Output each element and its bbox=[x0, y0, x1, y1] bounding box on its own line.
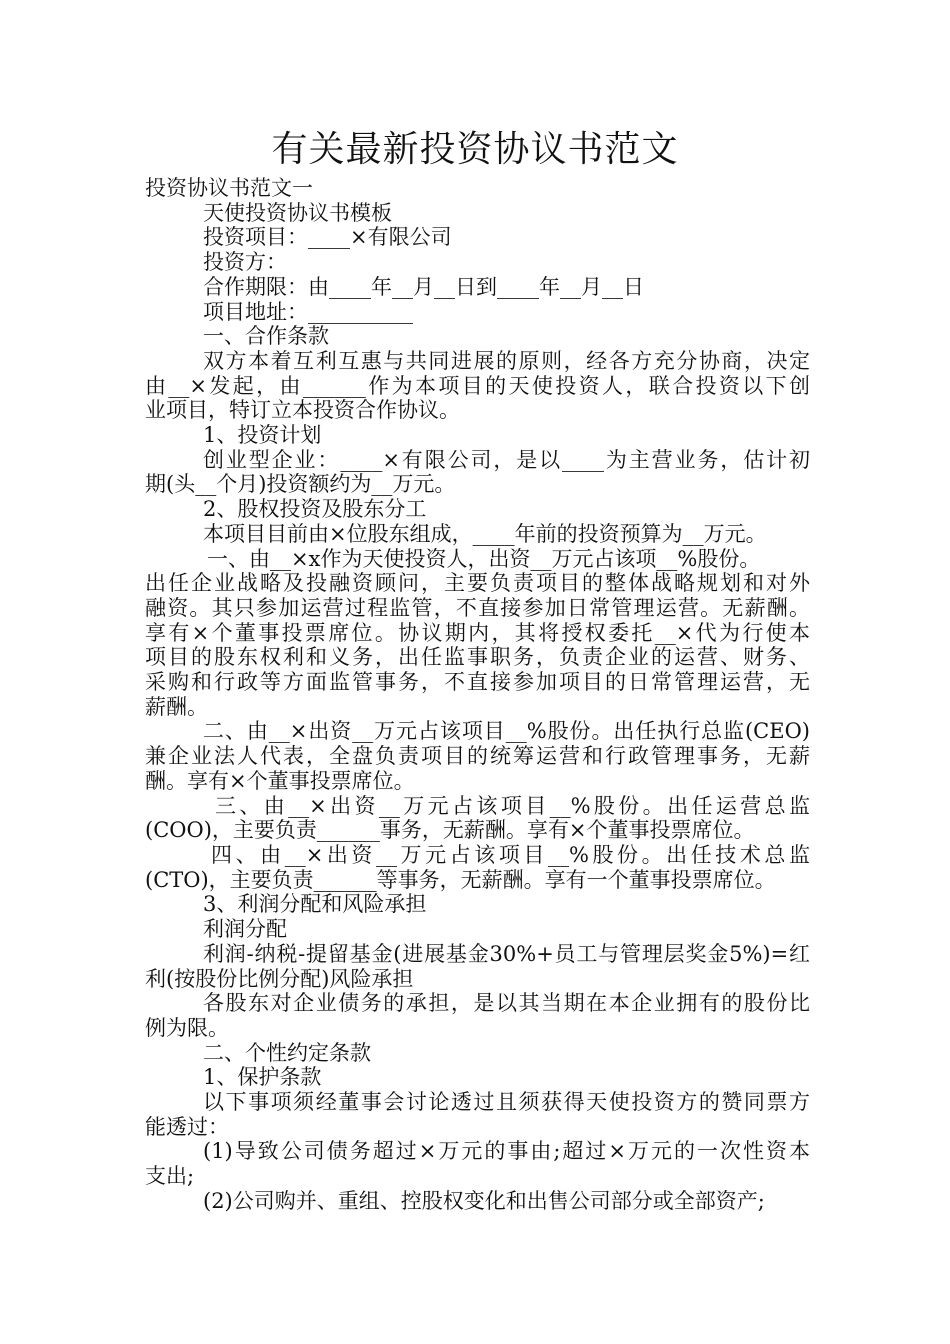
paragraph-line: (1)导致公司债务超过×万元的事由;超过×万元的一次性资本 bbox=[203, 1139, 810, 1164]
paragraph-line: 以下事项须经董事会讨论透过且须获得天使投资方的赞同票方 bbox=[203, 1090, 810, 1115]
document-body bbox=[145, 176, 810, 1214]
paragraph-line: 投资方： bbox=[203, 250, 287, 275]
paragraph-line: 利润-纳税-提留基金(进展基金30%+员工与管理层奖金5%)=红 bbox=[203, 941, 810, 966]
paragraph-line: 双方本着互利互惠与共同进展的原则，经各方充分协商，决定 bbox=[203, 348, 810, 373]
paragraph-line: 采购和行政等方面监管事务，不直接参加项目的日常管理运营，无 bbox=[145, 670, 810, 695]
paragraph-line: (2)公司购并、重组、控股权变化和出售公司部分或全部资产; bbox=[203, 1188, 765, 1213]
paragraph-line: 各股东对企业债务的承担，是以其当期在本企业拥有的股份比 bbox=[203, 991, 810, 1016]
document-title: 有关最新投资协议书范文 bbox=[271, 129, 679, 170]
paragraph-line: 1、投资计划 bbox=[203, 423, 322, 448]
section-heading: 投资协议书范文一 bbox=[145, 176, 313, 200]
paragraph-line: (CTO)，主要负责______等事务，无薪酬。享有一个董事投票席位。 bbox=[145, 867, 776, 892]
paragraph-line: 三、由__×出资__万元占该项目__%股份。出任运营总监 bbox=[215, 793, 810, 818]
paragraph-line: 四、由__×出资__万元占该项目__%股份。出任技术总监 bbox=[211, 842, 810, 867]
paragraph-line: 二、个性约定条款 bbox=[203, 1040, 371, 1065]
paragraph-line: 业项目，特订立本投资合作协议。 bbox=[145, 398, 460, 423]
paragraph-line: 投资项目：____×有限公司 bbox=[203, 225, 452, 250]
paragraph-line: 出任企业战略及投融资顾问，主要负责项目的整体战略规划和对外 bbox=[145, 571, 810, 596]
paragraph-line: 1、保护条款 bbox=[203, 1065, 322, 1090]
paragraph-line: (COO)，主要负责______事务，无薪酬。享有×个董事投票席位。 bbox=[145, 818, 755, 843]
paragraph-line: 创业型企业：____×有限公司，是以____为主营业务，估计初 bbox=[203, 447, 810, 472]
paragraph-line: 由__×发起，由______作为本项目的天使投资人，联合投资以下创 bbox=[145, 373, 810, 398]
paragraph-line: 期(头__个月)投资额约为__万元。 bbox=[145, 472, 456, 497]
paragraph-line: 项目的股东权利和义务，出任监事职务，负责企业的运营、财务、 bbox=[145, 645, 810, 670]
paragraph-line: 本项目目前由×位股东组成，____年前的投资预算为__万元。 bbox=[203, 521, 767, 546]
paragraph-line: 兼企业法人代表，全盘负责项目的统筹运营和行政管理事务，无薪 bbox=[145, 744, 810, 769]
paragraph-line: 融资。其只参加运营过程监管，不直接参加日常管理运营。无薪酬。 bbox=[145, 595, 810, 620]
paragraph-line: 利润分配 bbox=[203, 917, 287, 942]
paragraph-line: 天使投资协议书模板 bbox=[203, 200, 392, 225]
paragraph-line: 酬。享有×个董事投票席位。 bbox=[145, 768, 415, 793]
paragraph-line: 例为限。 bbox=[145, 1015, 229, 1040]
paragraph-line: 利(按股份比例分配)风险承担 bbox=[145, 966, 414, 991]
paragraph-line: 3、利润分配和风险承担 bbox=[203, 892, 427, 917]
paragraph-line: 一、由__×x作为天使投资人，出资__万元占该项__%股份。 bbox=[207, 546, 761, 571]
paragraph-line: 合作期限：由____年__月__日到____年__月__日 bbox=[203, 274, 644, 299]
paragraph-line: 薪酬。 bbox=[145, 694, 208, 719]
paragraph-line: 一、合作条款 bbox=[203, 324, 329, 349]
paragraph-line: 支出; bbox=[145, 1164, 195, 1189]
paragraph-line: 项目地址：__________ bbox=[203, 299, 413, 324]
paragraph-line: 能透过： bbox=[145, 1114, 229, 1139]
paragraph-line: 2、股权投资及股东分工 bbox=[203, 497, 427, 522]
paragraph-line: 二、由__×出资__万元占该项目__%股份。出任执行总监(CEO) bbox=[203, 719, 810, 744]
paragraph-line: 享有×个董事投票席位。协议期内，其将授权委托__×代为行使本 bbox=[145, 620, 810, 645]
